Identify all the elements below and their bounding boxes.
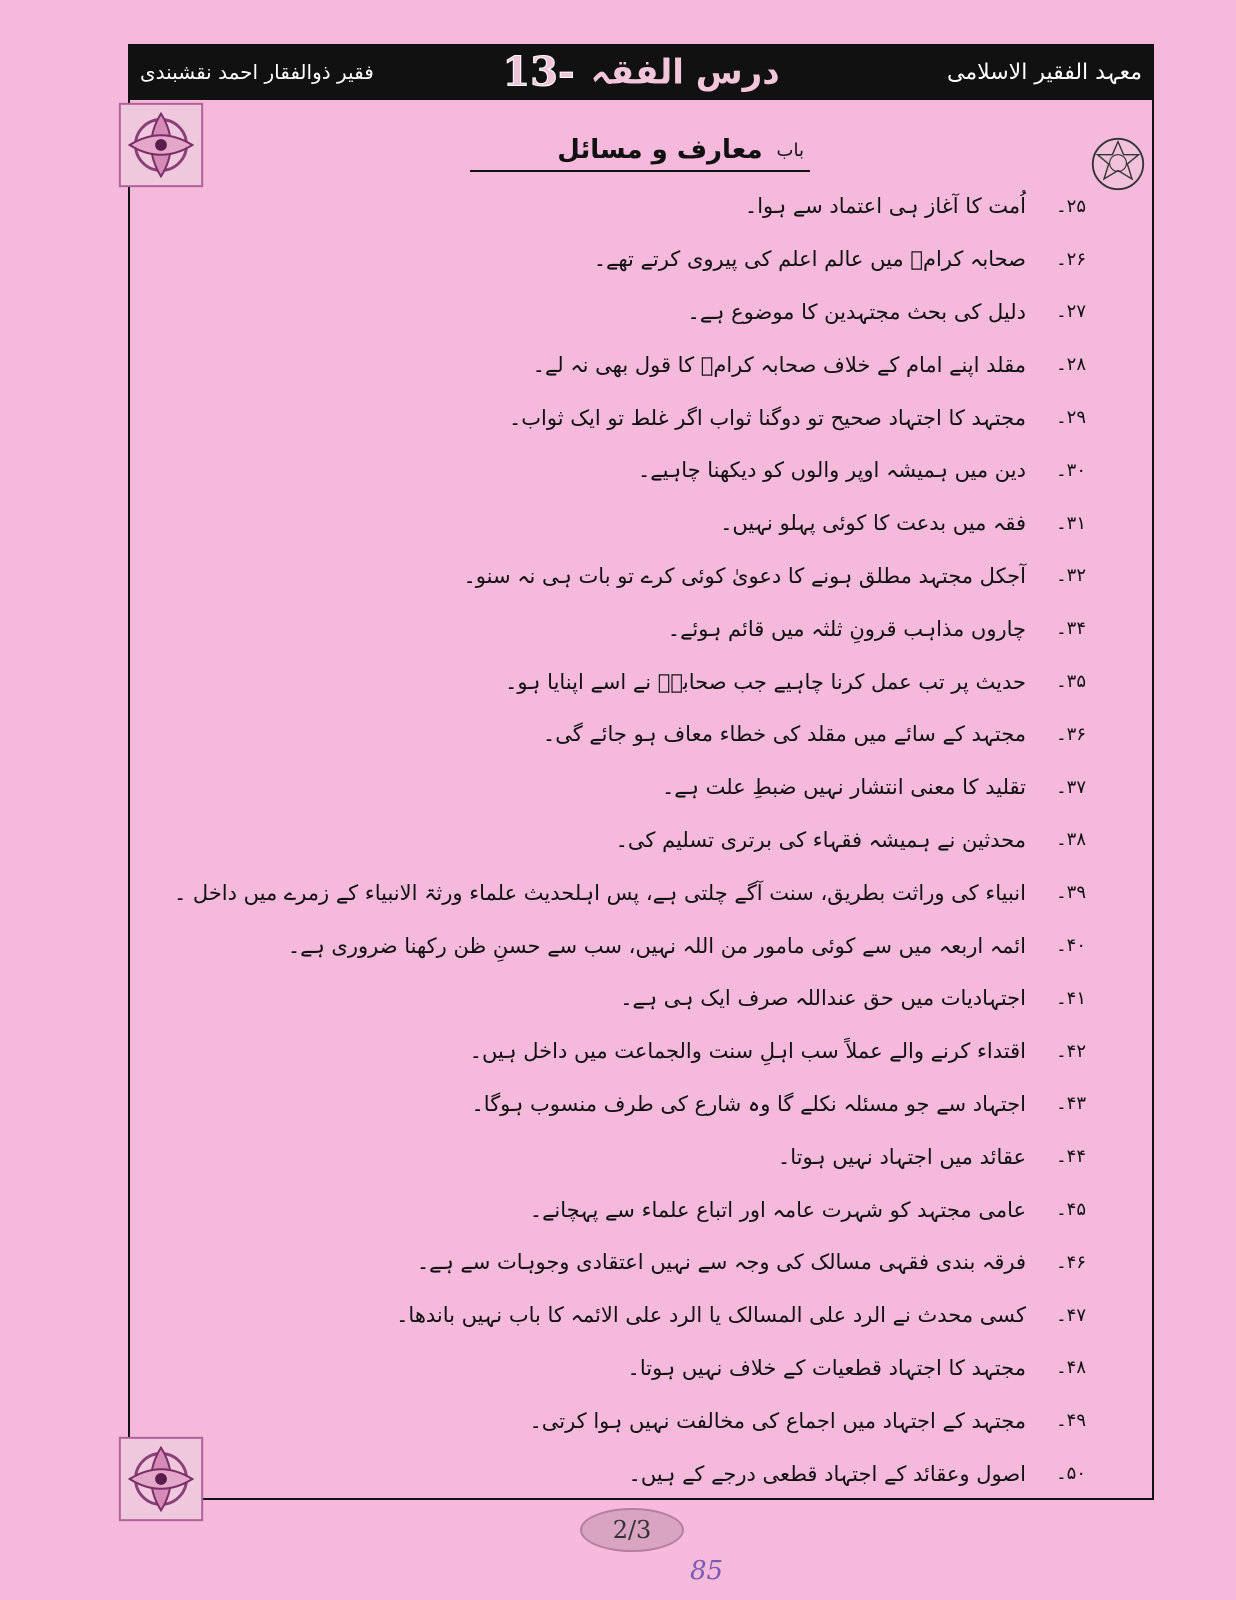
lesson-number: 13- [502, 48, 575, 96]
item-text: اُمت کا آغاز ہی اعتماد سے ہوا۔ [744, 194, 1026, 219]
item-number: ۳۰۔ [1056, 459, 1086, 481]
item-text: دین میں ہمیشہ اوپر والوں کو دیکھنا چاہیے۔ [637, 458, 1026, 483]
list-item [166, 1130, 1086, 1183]
item-number: ۲۷۔ [1056, 301, 1086, 323]
list-item [166, 1447, 1086, 1500]
item-number: ۴۴۔ [1056, 1146, 1086, 1168]
allah-medallion-icon [1090, 136, 1146, 192]
item-text: عامی مجتہد کو شہرت عامہ اور اتباع علماء سے پہچانے۔ [529, 1197, 1026, 1222]
chapter-label: باب [776, 139, 804, 161]
list-item [166, 655, 1086, 708]
list-item [166, 550, 1086, 603]
item-text: مجتہد کا اجتہاد صحیح تو دوگنا ثواب اگر غلط تو ایک ثواب۔ [508, 405, 1026, 430]
item-number: ۳۱۔ [1056, 512, 1086, 534]
list-item [166, 1394, 1086, 1447]
chapter-heading [470, 130, 810, 172]
item-number: ۲۹۔ [1056, 407, 1086, 429]
item-text: مجتہد کے سائے میں مقلد کی خطاء معاف ہو جائے گی۔ [542, 722, 1026, 747]
list-item [166, 338, 1086, 391]
list-item [166, 1236, 1086, 1289]
list-item [166, 708, 1086, 761]
item-number: ۳۲۔ [1056, 565, 1086, 587]
item-number: ۴۹۔ [1056, 1410, 1086, 1432]
item-text: اقتداء کرنے والے عملاً سب اہلِ سنت والجماعت میں داخل ہیں۔ [469, 1039, 1026, 1064]
item-text: عقائد میں اجتہاد نہیں ہوتا۔ [777, 1144, 1026, 1169]
item-number: ۲۶۔ [1056, 248, 1086, 270]
list-item [166, 233, 1086, 286]
item-text: مقلد اپنے امام کے خلاف صحابہ کرامؓ کا قول بھی نہ لے۔ [532, 352, 1026, 377]
item-number: ۴۶۔ [1056, 1251, 1086, 1273]
item-text: ائمہ اربعہ میں سے کوئی مامور من اللہ نہیں، سب سے حسنِ ظن رکھنا ضروری ہے۔ [287, 933, 1026, 958]
item-number: ۵۰۔ [1056, 1463, 1086, 1485]
list-item [166, 180, 1086, 233]
list-item [166, 444, 1086, 497]
item-text: اجتہاد سے جو مسئلہ نکلے گا وہ شارع کی طرف منسوب ہوگا۔ [471, 1091, 1026, 1116]
list-item [166, 1342, 1086, 1395]
item-text: فقہ میں بدعت کا کوئی پہلو نہیں۔ [720, 511, 1026, 536]
item-number: ۴۷۔ [1056, 1304, 1086, 1326]
item-number: ۳۷۔ [1056, 776, 1086, 798]
item-text: مجتہد کے اجتہاد میں اجماع کی مخالفت نہیں ہوا کرتی۔ [529, 1408, 1026, 1433]
item-number: ۳۵۔ [1056, 671, 1086, 693]
header-title [502, 49, 779, 96]
item-number: ۴۸۔ [1056, 1357, 1086, 1379]
item-text: مجتہد کا اجتہاد قطعیات کے خلاف نہیں ہوتا۔ [627, 1355, 1026, 1380]
item-text: اجتہادیات میں حق عنداللہ صرف ایک ہی ہے۔ [620, 986, 1026, 1011]
item-text: انبیاء کی وراثت بطریق، سنت آگے چلتی ہے، پس اہلحدیث علماء ورثۃ الانبیاء کے زمرے میں داخل ۔ [173, 880, 1026, 905]
header-bar [128, 44, 1154, 100]
page-badge: 2/3 [580, 1508, 684, 1552]
list-item [166, 972, 1086, 1025]
author-name: فقیر ذوالفقار احمد نقشبندی [140, 60, 374, 84]
item-text: فرقہ بندی فقہی مسالک کی وجہ سے نہیں اعتقادی وجوہات سے ہے۔ [416, 1250, 1026, 1275]
item-text: دلیل کی بحث مجتہدین کا موضوع ہے۔ [687, 299, 1026, 324]
list-item [166, 497, 1086, 550]
list-item [166, 866, 1086, 919]
item-number: ۲۸۔ [1056, 354, 1086, 376]
list-item [166, 286, 1086, 339]
list-item [166, 919, 1086, 972]
item-number: ۳۶۔ [1056, 723, 1086, 745]
item-text: اصول وعقائد کے اجتہاد قطعی درجے کے ہیں۔ [628, 1461, 1026, 1486]
item-text: آجکل مجتہد مطلق ہونے کا دعویٰ کوئی کرے تو بات ہی نہ سنو۔ [463, 563, 1026, 588]
rulings-list [166, 180, 1086, 1500]
list-item [166, 814, 1086, 867]
handwritten-page-number: 85 [690, 1556, 724, 1586]
item-number: ۴۲۔ [1056, 1040, 1086, 1062]
item-text: حدیث پر تب عمل کرنا چاہیے جب صحابہؓ نے اسے اپنایا ہو۔ [505, 669, 1026, 694]
item-text: صحابہ کرامؓ میں عالم اعلم کی پیروی کرتے تھے۔ [593, 247, 1026, 272]
item-text: کسی محدث نے الرد علی المسالک یا الرد علی الائمہ کا باب نہیں باندھا۔ [396, 1303, 1026, 1328]
item-number: ۳۹۔ [1056, 882, 1086, 904]
item-number: ۳۴۔ [1056, 618, 1086, 640]
item-text: چاروں مذاہب قرونِ ثلثہ میں قائم ہوئے۔ [667, 616, 1026, 641]
institute-name: معہد الفقیر الاسلامی [946, 59, 1142, 85]
item-number: ۴۵۔ [1056, 1199, 1086, 1221]
list-item [166, 761, 1086, 814]
item-number: ۴۰۔ [1056, 935, 1086, 957]
item-text: تقلید کا معنی انتشار نہیں ضبطِ علت ہے۔ [661, 775, 1026, 800]
list-item [166, 1078, 1086, 1131]
item-number: ۳۸۔ [1056, 829, 1086, 851]
list-item [166, 391, 1086, 444]
list-item [166, 1183, 1086, 1236]
list-item [166, 1025, 1086, 1078]
item-number: ۴۱۔ [1056, 987, 1086, 1009]
item-text: محدثین نے ہمیشہ فقہاء کی برتری تسلیم کی۔ [615, 827, 1026, 852]
list-item [166, 602, 1086, 655]
item-number: ۴۳۔ [1056, 1093, 1086, 1115]
item-number: ۲۵۔ [1056, 195, 1086, 217]
list-item [166, 1289, 1086, 1342]
chapter-title: معارف و مسائل [557, 135, 763, 165]
lesson-subject: درس الفقہ [590, 52, 780, 93]
